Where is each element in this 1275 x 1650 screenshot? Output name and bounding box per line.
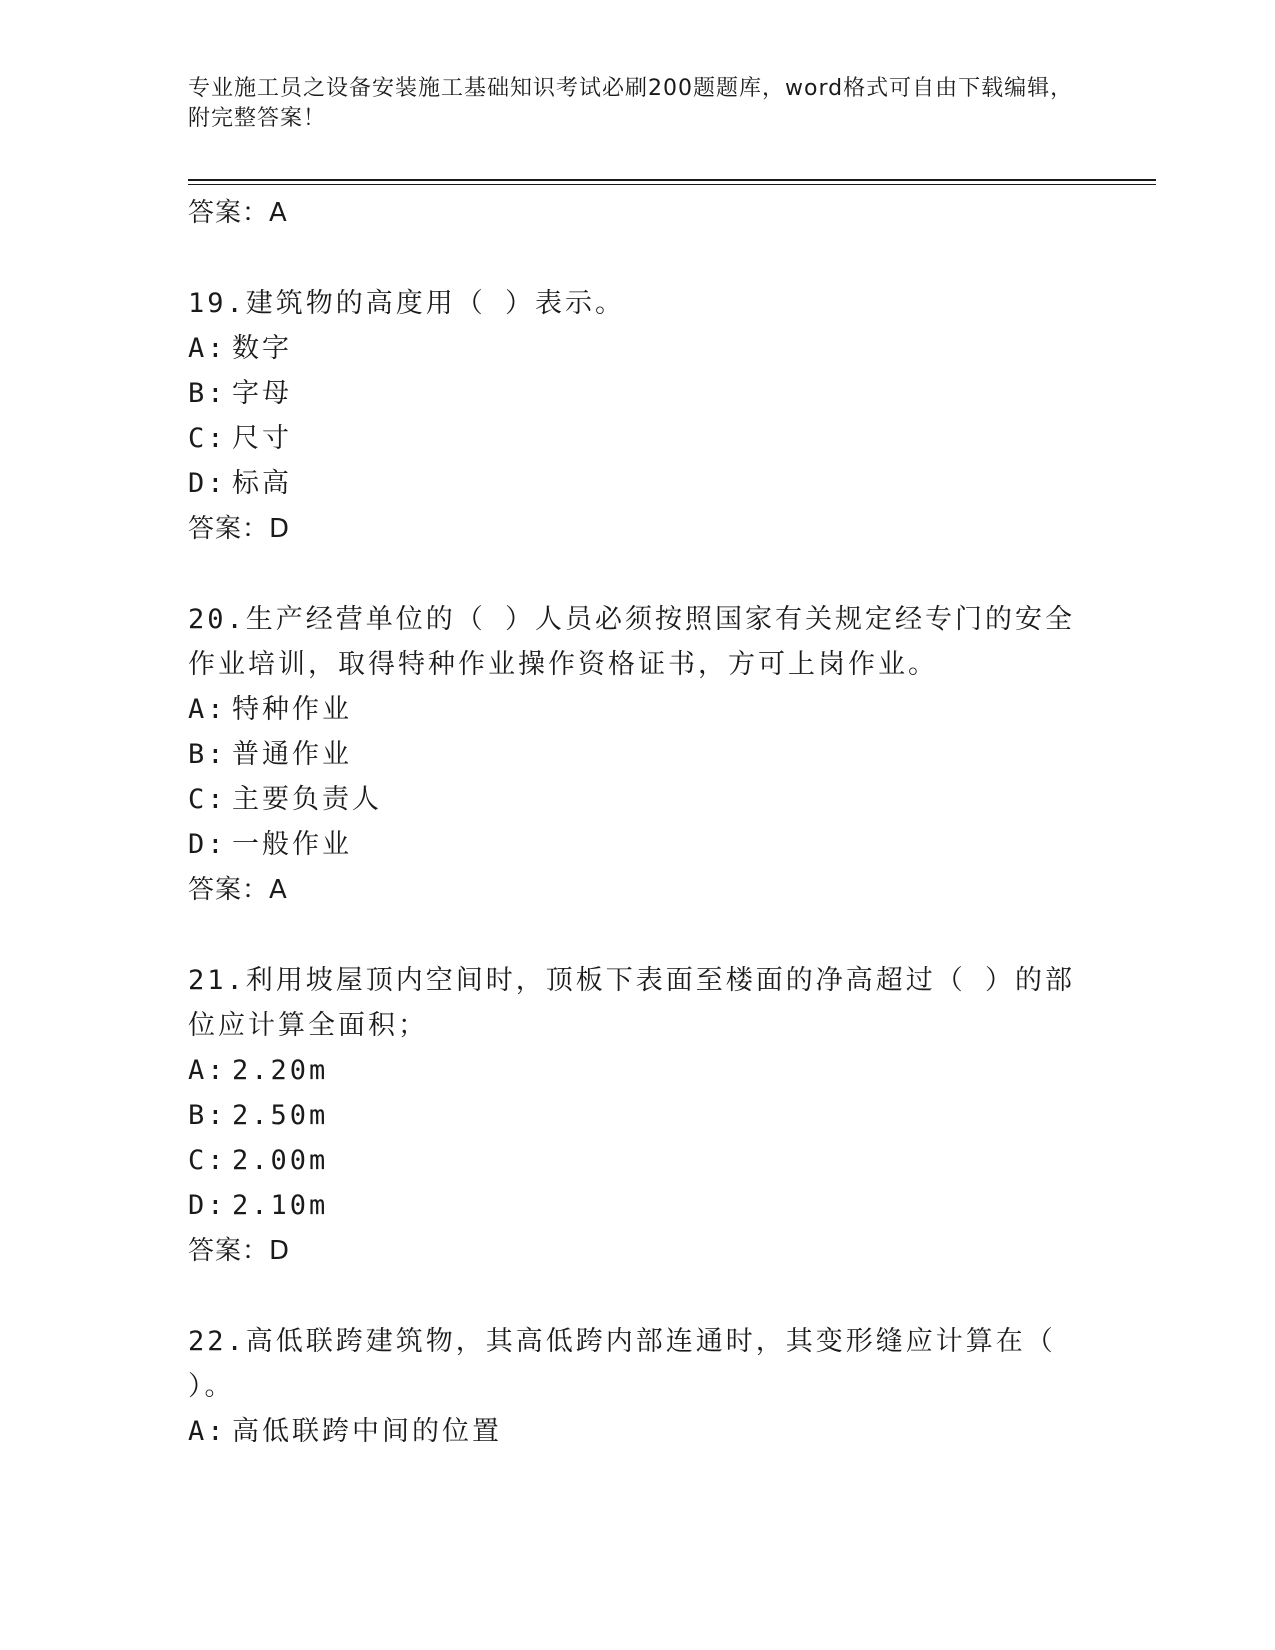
option-text: 高低联跨中间的位置 xyxy=(232,1416,502,1447)
option-line xyxy=(188,326,1088,371)
option-key: A: xyxy=(188,333,227,364)
option-key: C: xyxy=(188,423,227,454)
option-text: 2.00m xyxy=(232,1145,329,1176)
question-text: 19.建筑物的高度用（ ）表示。 xyxy=(188,288,626,319)
option-key: C: xyxy=(188,784,227,815)
header-divider-thick xyxy=(188,179,1156,181)
option-key: B: xyxy=(188,378,227,409)
question-list xyxy=(188,190,1088,1454)
option-key: C: xyxy=(188,1145,227,1176)
option-key: D: xyxy=(188,468,227,499)
answer-line: 答案：A xyxy=(188,198,288,228)
option-line xyxy=(188,371,1088,416)
option-key: B: xyxy=(188,739,227,770)
option-text: 尺寸 xyxy=(232,423,292,454)
answer-line: 答案：D xyxy=(188,514,291,544)
option-text: 数字 xyxy=(232,333,292,364)
option-text: 主要负责人 xyxy=(232,784,382,815)
option-text: 2.20m xyxy=(232,1055,329,1086)
option-line xyxy=(188,687,1088,732)
option-line xyxy=(188,777,1088,822)
option-key: A: xyxy=(188,1055,227,1086)
option-key: B: xyxy=(188,1100,227,1131)
option-text: 标高 xyxy=(232,468,292,499)
spacer xyxy=(188,236,1088,281)
option-text: 普通作业 xyxy=(232,739,352,770)
option-line xyxy=(188,416,1088,461)
question-text: 20.生产经营单位的（ ）人员必须按照国家有关规定经专门的安全作业培训，取得特种作业操作资格证书，方可上岗作业。 xyxy=(188,604,1076,680)
header-divider-thin xyxy=(188,184,1156,185)
option-key: D: xyxy=(188,1190,227,1221)
document-header-title: 专业施工员之设备安装施工基础知识考试必刷200题题库，word格式可自由下载编辑，附完整答案！ xyxy=(188,76,1074,131)
option-key: A: xyxy=(188,1416,227,1447)
option-line xyxy=(188,461,1088,506)
option-text: 2.10m xyxy=(232,1190,329,1221)
option-line xyxy=(188,822,1088,867)
spacer xyxy=(188,552,1088,597)
option-text: 字母 xyxy=(232,378,292,409)
spacer xyxy=(188,913,1088,958)
option-key: D: xyxy=(188,829,227,860)
option-line xyxy=(188,1093,1088,1138)
option-key: A: xyxy=(188,694,227,725)
option-line xyxy=(188,1048,1088,1093)
question-text: 22.高低联跨建筑物，其高低跨内部连通时，其变形缝应计算在（ ）。 xyxy=(188,1326,1056,1402)
option-text: 2.50m xyxy=(232,1100,329,1131)
option-line xyxy=(188,1138,1088,1183)
option-text: 特种作业 xyxy=(232,694,352,725)
spacer xyxy=(188,1274,1088,1319)
answer-line: 答案：D xyxy=(188,1236,291,1266)
option-line xyxy=(188,1409,1088,1454)
question-text: 21.利用坡屋顶内空间时，顶板下表面至楼面的净高超过（ ）的部位应计算全面积； xyxy=(188,965,1076,1041)
option-text: 一般作业 xyxy=(232,829,352,860)
answer-line: 答案：A xyxy=(188,875,288,905)
option-line xyxy=(188,1183,1088,1228)
option-line xyxy=(188,732,1088,777)
